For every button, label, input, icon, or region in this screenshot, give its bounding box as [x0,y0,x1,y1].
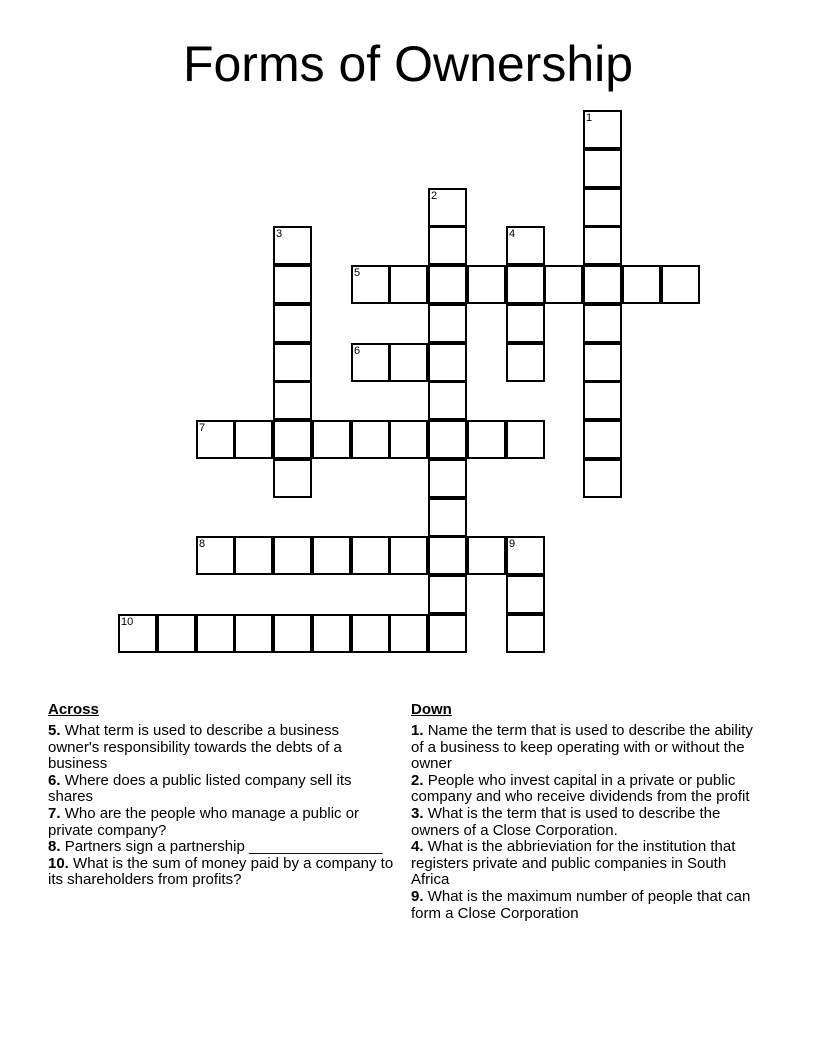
grid-cell[interactable] [428,343,467,382]
cell-number: 2 [431,190,438,202]
cell-number: 9 [509,538,516,550]
clue-text: Where does a public listed company sell its shares [48,771,352,806]
grid-cell[interactable] [196,536,235,575]
clue-text: What is the term that is used to describe the owners of a Close Corporation. [411,804,721,839]
grid-cell[interactable] [273,420,312,459]
grid-cell[interactable] [196,420,235,459]
grid-cell[interactable] [234,536,273,575]
across-clue-10 [48,856,394,889]
across-clue-5 [48,723,394,773]
grid-cell[interactable] [506,575,545,614]
cell-number: 3 [276,228,283,240]
clue-number: 2. [411,771,424,789]
grid-cell[interactable] [118,614,157,653]
grid-cell[interactable] [273,536,312,575]
grid-cell[interactable] [351,536,390,575]
grid-cell[interactable] [583,265,622,304]
across-clue-8 [48,839,394,856]
grid-cell[interactable] [428,304,467,343]
cell-number: 5 [354,267,361,279]
grid-cell[interactable] [583,459,622,498]
clue-text: What is the maximum number of people that can form a Close Corporation [411,887,751,922]
cell-number: 8 [199,538,206,550]
cell-number: 7 [199,422,206,434]
grid-cell[interactable] [583,420,622,459]
down-heading: Down [411,701,452,718]
grid-cell[interactable] [428,265,467,304]
across-heading: Across [48,701,99,718]
grid-cell[interactable] [157,614,196,653]
clue-number: 3. [411,804,424,822]
grid-cell[interactable] [389,536,428,575]
grid-cell[interactable] [661,265,700,304]
grid-cell[interactable] [467,265,506,304]
cell-number: 4 [509,228,516,240]
grid-cell[interactable] [389,265,428,304]
grid-cell[interactable] [506,420,545,459]
grid-cell[interactable] [583,188,622,227]
clue-text: What is the abbrieviation for the institution that registers private and public companies in South Africa [411,838,736,889]
across-clue-6 [48,773,394,806]
grid-cell[interactable] [506,343,545,382]
grid-cell[interactable] [583,343,622,382]
grid-cell[interactable] [351,265,390,304]
down-clue-4 [411,839,767,889]
grid-cell[interactable] [273,614,312,653]
grid-cell[interactable] [196,614,235,653]
clue-text: What is the sum of money paid by a company to its shareholders from profits? [48,854,394,889]
grid-cell[interactable] [467,536,506,575]
grid-cell[interactable] [312,536,351,575]
grid-cell[interactable] [506,265,545,304]
clue-number: 1. [411,722,424,739]
grid-cell[interactable] [583,304,622,343]
grid-cell[interactable] [273,343,312,382]
down-clue-2 [411,773,767,806]
clue-number: 7. [48,804,61,822]
grid-cell[interactable] [428,226,467,265]
across-clue-7 [48,806,394,839]
grid-cell[interactable] [273,226,312,265]
grid-cell[interactable] [273,381,312,420]
grid-cell[interactable] [583,110,622,149]
clue-number: 5. [48,722,61,739]
clue-number: 9. [411,887,424,905]
grid-cell[interactable] [351,614,390,653]
grid-cell[interactable] [428,188,467,227]
grid-cell[interactable] [428,381,467,420]
cell-number: 6 [354,345,361,357]
puzzle-title: Forms of Ownership [182,36,634,92]
grid-cell[interactable] [622,265,661,304]
grid-cell[interactable] [467,420,506,459]
grid-cell[interactable] [389,614,428,653]
grid-cell[interactable] [389,420,428,459]
grid-cell[interactable] [583,149,622,188]
grid-cell[interactable] [351,343,390,382]
down-clues [411,701,767,922]
grid-cell[interactable] [234,420,273,459]
down-clue-9 [411,889,767,922]
grid-cell[interactable] [273,304,312,343]
grid-cell[interactable] [506,304,545,343]
grid-cell[interactable] [428,420,467,459]
clue-text: Who are the people who manage a public or private company? [48,804,360,839]
grid-cell[interactable] [506,536,545,575]
down-clue-3 [411,806,767,839]
grid-cell[interactable] [428,536,467,575]
grid-cell[interactable] [234,614,273,653]
grid-cell[interactable] [312,420,351,459]
down-clue-1 [411,723,767,773]
clue-text: Name the term that is used to describe the ability of a business to keep operating with or without the owner [411,722,753,773]
clue-number: 8. [48,838,61,856]
grid-cell[interactable] [428,614,467,653]
across-clues [48,701,394,889]
grid-cell[interactable] [544,265,583,304]
grid-cell[interactable] [583,381,622,420]
grid-cell[interactable] [506,226,545,265]
clue-text: People who invest capital in a private or public company and who receive dividends from the profit [411,771,750,806]
clue-number: 4. [411,838,424,856]
clue-text: What term is used to describe a business owner's responsibility towards the debts of a business [48,722,342,773]
grid-cell[interactable] [428,575,467,614]
grid-cell[interactable] [428,459,467,498]
cell-number: 1 [586,112,593,124]
grid-cell[interactable] [273,265,312,304]
grid-cell[interactable] [389,343,428,382]
clue-number: 6. [48,771,61,789]
grid-cell[interactable] [273,459,312,498]
clue-text: Partners sign a partnership ________________ [64,838,383,856]
grid-cell[interactable] [351,420,390,459]
clue-number: 10. [48,854,69,872]
cell-number: 10 [121,616,134,628]
grid-cell[interactable] [506,614,545,653]
grid-cell[interactable] [312,614,351,653]
grid-cell[interactable] [583,226,622,265]
grid-cell[interactable] [428,498,467,537]
